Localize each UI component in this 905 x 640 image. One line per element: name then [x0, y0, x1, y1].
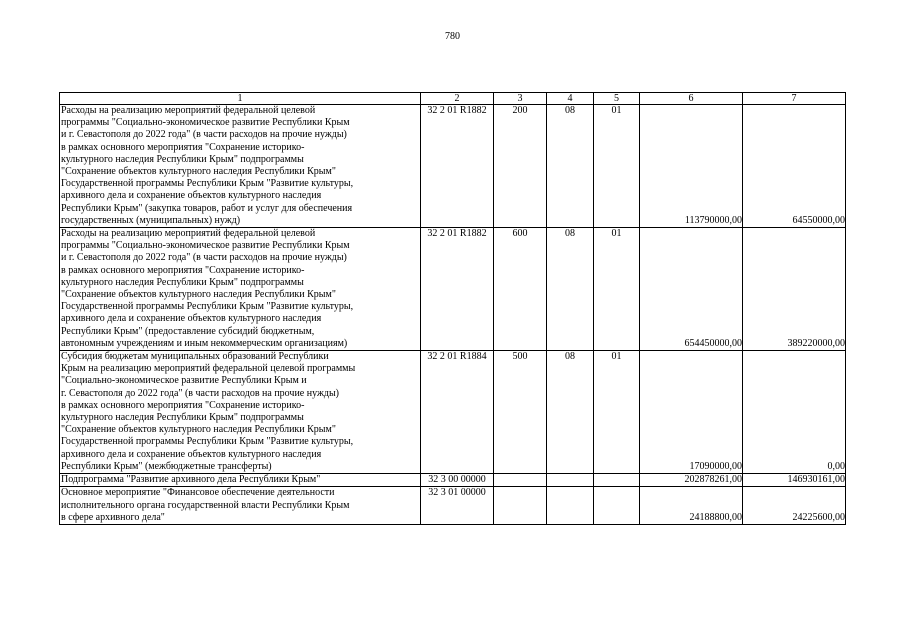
amount-year2-cell: 146930161,00: [743, 474, 846, 487]
expense-name-line: в рамках основного мероприятия "Сохранение историко-: [61, 141, 305, 153]
expense-name-line: Государственной программы Республики Крым "Развитие культуры,: [61, 436, 354, 448]
expense-type-cell: 200: [494, 105, 547, 228]
expense-name-line: культурного наследия Республики Крым" подпрограммы: [61, 412, 304, 424]
target-article-code-cell: 32 2 01 R1884: [421, 351, 494, 474]
amount-year2-cell: 24225600,00: [743, 487, 846, 525]
expense-name-cell: [60, 474, 421, 487]
expense-type-cell: [494, 474, 547, 487]
column-header: 2: [421, 93, 494, 105]
page-number: 780: [445, 31, 460, 42]
subsection-code-cell: [594, 487, 640, 525]
section-code-cell: [547, 474, 594, 487]
amount-year1-cell: 113790000,00: [640, 105, 743, 228]
expense-name-line: архивного дела и сохранение объектов культурного наследия: [61, 190, 322, 202]
amount-year1-cell: 17090000,00: [640, 351, 743, 474]
expense-name-line: культурного наследия Республики Крым" подпрограммы: [61, 153, 304, 165]
expense-name-line: в сфере архивного дела": [61, 511, 165, 523]
expense-name-line: культурного наследия Республики Крым" подпрограммы: [61, 276, 304, 288]
subsection-code-cell: [594, 474, 640, 487]
target-article-code-cell: 32 3 01 00000: [421, 487, 494, 525]
expense-name-line: в рамках основного мероприятия "Сохранение историко-: [61, 399, 305, 411]
subsection-code-cell: 01: [594, 105, 640, 228]
expense-name-line: Расходы на реализацию мероприятий федеральной целевой: [61, 105, 316, 116]
column-header: 4: [547, 93, 594, 105]
amount-year1-cell: 202878261,00: [640, 474, 743, 487]
expense-name-line: архивного дела и сохранение объектов культурного наследия: [61, 313, 322, 325]
expense-name-line: государственных (муниципальных) нужд): [61, 214, 241, 226]
target-article-code-cell: 32 2 01 R1882: [421, 105, 494, 228]
expense-name-line: автономным учреждениям и иным некоммерческим организациям): [61, 337, 348, 349]
column-header: 5: [594, 93, 640, 105]
expense-name-line: и г. Севастополя до 2022 года" (в части расходов на прочие нужды): [61, 129, 347, 141]
expense-name-line: Субсидия бюджетам муниципальных образований Республики: [61, 351, 329, 363]
subsection-code-cell: 01: [594, 228, 640, 351]
expense-name-line: Государственной программы Республики Крым "Развитие культуры,: [61, 178, 354, 190]
expense-name-line: г. Севастополя до 2022 года" (в части расходов на прочие нужды): [61, 387, 340, 399]
expense-name-line: "Сохранение объектов культурного наследия Республики Крым": [61, 166, 336, 178]
section-code-cell: 08: [547, 105, 594, 228]
section-code-cell: 08: [547, 351, 594, 474]
column-number-row: [60, 93, 846, 105]
expense-type-cell: [494, 487, 547, 525]
column-header: 6: [640, 93, 743, 105]
expense-name-line: Республики Крым" (закупка товаров, работ и услуг для обеспечения: [61, 202, 353, 214]
expense-name-cell: [60, 105, 421, 228]
expense-name-line: исполнительного органа государственной власти Республики Крым: [61, 499, 350, 511]
expense-type-cell: 500: [494, 351, 547, 474]
expense-name-line: Республики Крым" (предоставление субсидий бюджетным,: [61, 325, 315, 337]
expense-name-cell: [60, 351, 421, 474]
table-row: [60, 487, 846, 525]
column-header: 7: [743, 93, 846, 105]
expense-name-line: "Социально-экономическое развитие Республики Крым и: [61, 375, 307, 387]
expense-name-line: в рамках основного мероприятия "Сохранение историко-: [61, 264, 305, 276]
expense-name-line: Республики Крым" (межбюджетные трансферты): [61, 460, 272, 472]
expense-name-line: программы "Социально-экономическое развитие Республики Крым: [61, 240, 350, 252]
expense-name-line: Расходы на реализацию мероприятий федеральной целевой: [61, 228, 316, 240]
target-article-code-cell: 32 2 01 R1882: [421, 228, 494, 351]
amount-year1-cell: 24188800,00: [640, 487, 743, 525]
table-row: [60, 474, 846, 487]
expense-name-cell: [60, 487, 421, 525]
expense-name-line: программы "Социально-экономическое развитие Республики Крым: [61, 117, 350, 129]
table-row: [60, 228, 846, 351]
target-article-code-cell: 32 3 00 00000: [421, 474, 494, 487]
subsection-code-cell: 01: [594, 351, 640, 474]
amount-year2-cell: 64550000,00: [743, 105, 846, 228]
expense-name-cell: [60, 228, 421, 351]
section-code-cell: [547, 487, 594, 525]
column-header: 3: [494, 93, 547, 105]
expense-name-line: и г. Севастополя до 2022 года" (в части расходов на прочие нужды): [61, 252, 347, 264]
column-header: 1: [60, 93, 421, 105]
table-row: [60, 105, 846, 228]
expense-name-line: архивного дела и сохранение объектов культурного наследия: [61, 448, 322, 460]
section-code-cell: 08: [547, 228, 594, 351]
expense-name-line: Крым на реализацию мероприятий федеральной целевой программы: [61, 363, 356, 375]
expense-name-line: "Сохранение объектов культурного наследия Республики Крым": [61, 424, 336, 436]
expense-name-line: "Сохранение объектов культурного наследия Республики Крым": [61, 289, 336, 301]
budget-table: [59, 92, 846, 525]
expense-name-line: Основное мероприятие "Финансовое обеспечение деятельности: [61, 487, 335, 499]
table-row: [60, 351, 846, 474]
amount-year1-cell: 654450000,00: [640, 228, 743, 351]
expense-name-line: Подпрограмма "Развитие архивного дела Республики Крым": [61, 474, 321, 486]
expense-type-cell: 600: [494, 228, 547, 351]
amount-year2-cell: 0,00: [743, 351, 846, 474]
amount-year2-cell: 389220000,00: [743, 228, 846, 351]
expense-name-line: Государственной программы Республики Крым "Развитие культуры,: [61, 301, 354, 313]
